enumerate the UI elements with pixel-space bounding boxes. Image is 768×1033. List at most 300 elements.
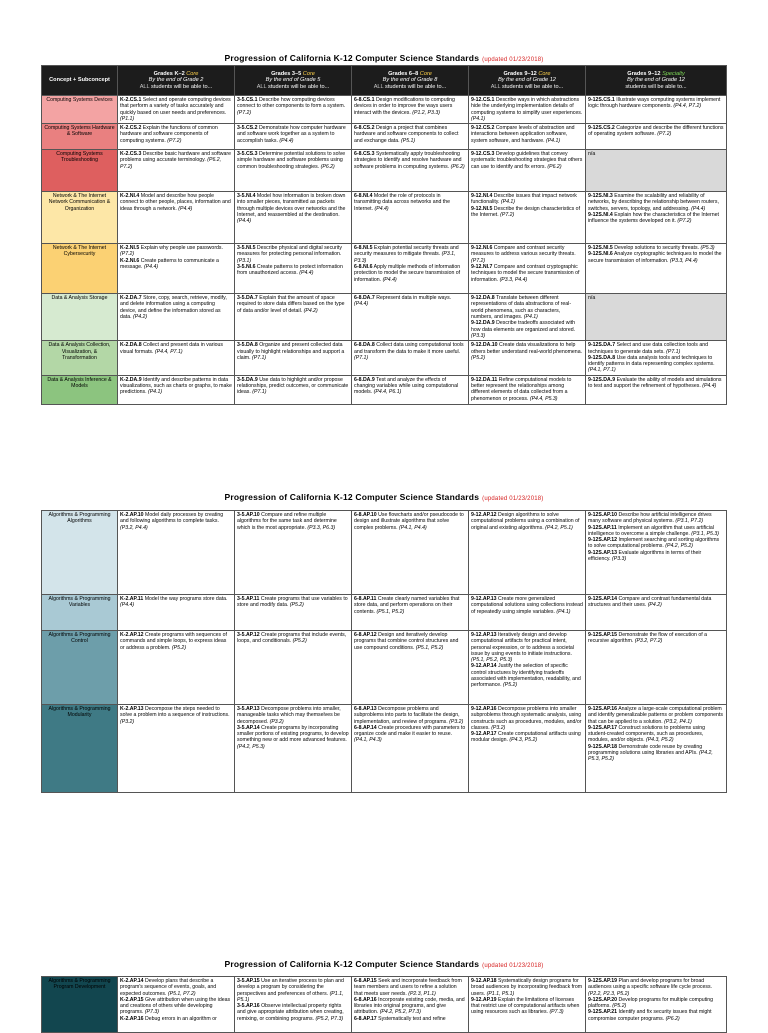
table-row [42, 977, 727, 1033]
standard-code: K-2.AP.11 [120, 596, 144, 602]
concept-cell: Algorithms & Programming Modularity [42, 705, 118, 793]
standard-cell [118, 192, 235, 244]
standard-code: 3-5.DA.8 [237, 342, 258, 349]
standard-code: 9-12.CS.2 [471, 125, 495, 132]
practice-ref: (P4.4) [382, 276, 397, 283]
audience-text: students will be able to... [151, 83, 213, 90]
standard-text: Design a project that combines hardware and software components to collect and exchange data. [354, 125, 459, 144]
practice-ref: (P3.2, P4.4) [120, 524, 148, 531]
standard-code: 9-12.AP.13 [471, 596, 497, 602]
practice-ref: (P5.2) [612, 1003, 627, 1010]
standard-cell [469, 375, 586, 404]
practice-ref: (P7.3) [549, 1009, 564, 1016]
standard-text: Debug errors in an algorithm or [145, 1015, 217, 1022]
practice-ref: (P5.2) [471, 354, 486, 361]
practice-ref: (P6.2) [665, 1015, 680, 1022]
standard-code: 6-8.NI.6 [354, 264, 373, 271]
practice-ref: (P4.4, P6.1) [373, 389, 402, 396]
standard-cell [469, 977, 586, 1033]
practice-ref: (P4.2) [647, 602, 662, 609]
standard-code: 3-5.AP.10 [237, 512, 260, 518]
grade-band-label: Grades K–2 [153, 70, 185, 77]
standard-text: Systematically apply troubleshooting strategies to identify and resolve hardware and software problems in computing systems. [354, 151, 462, 170]
standard-cell [118, 511, 235, 595]
table-row [42, 511, 727, 595]
audience-all: ALL [139, 83, 150, 90]
standard-text: Decompose problems into smaller subproblems through systematic analysis, using constructs such as procedures, modules, and/or classes. [471, 706, 582, 731]
standard-code: 9-12.AP.12 [471, 512, 497, 518]
table-row [42, 244, 727, 294]
practice-ref: (P3.3, P6.3) [307, 524, 336, 531]
na-text: n/a [588, 295, 596, 302]
standard-code: 9-12.AP.14 [471, 663, 497, 670]
standard-code: 9-12S.DA.9 [588, 376, 616, 383]
practice-ref: (P3.2) [449, 718, 464, 725]
standard-cell [469, 705, 586, 793]
practice-ref: (P6.2) [547, 163, 562, 170]
practice-ref: (P4.4) [702, 383, 717, 390]
header-row [42, 66, 727, 96]
standard-cell [586, 511, 727, 595]
standard-cell [118, 977, 235, 1033]
standard-code: 3-5.DA.9 [237, 376, 258, 383]
practice-ref: (P3.2, P4.1) [664, 718, 692, 725]
standard-code: K-2.CS.2 [120, 125, 142, 132]
practice-ref: (P2.2, P2.3, P5.2) [588, 990, 630, 997]
table-row [42, 705, 727, 793]
grade-band-audience [471, 84, 583, 91]
standard-text: Describe tradeoffs associated with how data elements are organized and stored. [471, 320, 576, 333]
standard-code: 3-5.CS.2 [237, 125, 258, 132]
standard-code: 6-8.CS.2 [354, 125, 375, 132]
practice-ref: (P7.2) [167, 137, 182, 144]
standard-code: 9-12S.AP.12 [588, 537, 618, 544]
practice-ref: (P7.2) [500, 212, 515, 219]
standard-cell [469, 96, 586, 124]
standard-code: 9-12S.NI.4 [588, 212, 613, 219]
standard-code: 6-8.DA.9 [354, 376, 375, 383]
standard-code: 9-12S.CS.2 [588, 125, 615, 132]
standard-code: 9-12S.NI.6 [588, 251, 613, 258]
standard-cell [586, 977, 727, 1033]
standard-code: 9-12S.AP.10 [588, 512, 618, 518]
practice-ref: (P4.4) [299, 270, 314, 277]
standard-text: Create programs that use variables to store and modify data. [237, 596, 348, 609]
standard-code: 9-12.AP.13 [471, 632, 497, 638]
practice-ref: (P6.2) [450, 163, 465, 170]
standard-cell [235, 341, 352, 375]
standard-text: Analyze cryptographic techniques to model the secure transmission of information. [588, 251, 722, 264]
standard-cell [118, 631, 235, 705]
concept-cell: Data & Analysis Inference & Models [42, 375, 118, 404]
standard-text: Create patterns to communicate a message. [120, 257, 219, 271]
standard-cell [118, 124, 235, 150]
standard-code: 3-5.NI.5 [237, 245, 256, 252]
practice-ref: (P1.1, P5.1) [486, 990, 515, 997]
standard-text: Organize and present collected data visually to highlight relationships and support a claim. [237, 342, 345, 361]
standard-text: Compare and contrast cryptographic techniques to model the secure transmission of information. [471, 264, 580, 283]
page-title-1: Progression of California K-12 Computer Science Standards (updated 01/23/2018) [224, 53, 544, 63]
table-row [42, 96, 727, 124]
standard-code: K-2.CS.3 [120, 151, 142, 158]
standard-code: 9-12S.DA.8 [588, 354, 616, 361]
standard-code: 9-12S.AP.18 [588, 743, 618, 750]
standard-cell [586, 294, 727, 341]
practice-ref: (P5.2, P7.3) [315, 1015, 344, 1022]
standard-code: 3-5.DA.7 [237, 295, 258, 302]
standards-table-3 [41, 976, 727, 1033]
standard-cell [235, 124, 352, 150]
standard-text: Explain how the characteristics of the Internet influence the systems developed on it. [588, 212, 719, 225]
standard-text: Design and iteratively develop programs that combine control structures and use compound conditions. [354, 632, 459, 651]
standard-text: Create computational artifacts using modular design. [471, 731, 581, 744]
standard-cell [352, 341, 469, 375]
standard-text: Implement searching and sorting algorithms to solve computational problems. [588, 537, 720, 550]
audience-text: students will be able to... [625, 83, 687, 90]
standard-text: Seek and incorporate feedback from team members and users to refine a solution that meets user needs. [354, 978, 462, 997]
practice-ref: (P5.1, P5.2) [376, 608, 405, 615]
concept-cell: Algorithms & Programming Algorithms [42, 511, 118, 595]
table-row [42, 192, 727, 244]
audience-all: ALL [490, 83, 501, 90]
practice-ref: (P7.2) [120, 251, 135, 258]
standard-code: 9-12.DA.11 [471, 376, 498, 383]
standard-code: 9-12.NI.5 [471, 205, 493, 212]
standard-text: Collect data using computational tools and transform the data to make it more useful. [354, 342, 464, 355]
grade-band-tag: Specialty [662, 70, 685, 77]
standard-text: Construct solutions to problems using student-created components, such as procedures, modules, and/or objects. [588, 724, 705, 744]
practice-ref: (P5.2) [171, 644, 187, 651]
practice-ref: (P4.2, P5.2, P7.3) [379, 1009, 421, 1016]
standard-code: 9-12.AP.17 [471, 731, 497, 738]
standard-code: 9-12.DA.8 [471, 295, 495, 302]
standard-code: 3-5.AP.13 [237, 706, 260, 712]
audience-all: ALL [373, 83, 384, 90]
standard-text: Create procedures with parameters to organize code and make it easier to reuse. [354, 724, 466, 738]
standard-code: 3-5.AP.14 [237, 724, 260, 731]
table-row [42, 124, 727, 150]
grade-band-end: By the end of Grade 2 [148, 77, 204, 84]
standard-text: Model the role of protocols in transmitting data across networks and the Internet. [354, 193, 451, 212]
practice-ref: (P7.3) [144, 1009, 159, 1016]
standard-cell [352, 595, 469, 631]
grade-band-tag: Core [186, 70, 199, 77]
standard-code: 6-8.AP.10 [354, 512, 377, 518]
standard-code: 9-12S.NI.3 [588, 193, 613, 200]
standard-cell [235, 294, 352, 341]
standard-code: 9-12S.AP.20 [588, 996, 618, 1003]
standard-text: Identify and describe patterns in data visualizations, such as charts or graphs, to make predictions. [120, 376, 232, 396]
standard-cell [118, 375, 235, 404]
grade-band-audience [120, 84, 232, 91]
standard-code: 9-12.NI.7 [471, 264, 493, 271]
standard-text: Describe basic hardware and software problems using accurate terminology. [120, 151, 232, 164]
standard-cell [586, 150, 727, 192]
grade-band-header [235, 66, 352, 96]
standard-text: Explain that the amount of space required to store data differs based on the type of data and/or level of detail. [237, 295, 345, 314]
standard-cell [118, 96, 235, 124]
practice-ref: (P7.1) [252, 389, 267, 396]
standard-text: Develop programs for multiple computing platforms. [588, 996, 714, 1010]
table-row [42, 341, 727, 375]
practice-ref: (P3.3) [612, 556, 627, 563]
standard-code: K-2.AP.12 [120, 632, 144, 638]
standard-code: 9-12.AP.18 [471, 978, 497, 984]
grade-band-audience [588, 84, 724, 91]
table-row [42, 150, 727, 192]
standard-cell [352, 124, 469, 150]
standard-cell [586, 595, 727, 631]
practice-ref: (P4.1, P7.1) [588, 367, 616, 374]
grade-band-label: Grades 9–12 [503, 70, 537, 77]
standard-cell [235, 705, 352, 793]
grade-band-end: By the end of Grade 5 [265, 77, 321, 84]
standard-cell [586, 705, 727, 793]
standard-cell [469, 192, 586, 244]
standard-cell [352, 631, 469, 705]
grade-band-line [271, 71, 315, 77]
page-title-3: Progression of California K-12 Computer Science Standards (updated 01/23/2018) [224, 959, 544, 969]
grade-band-label: Grades 6–8 [388, 70, 419, 77]
standard-text: Compare levels of abstraction and interactions between application software, system software, and hardware. [471, 125, 575, 144]
table-row [42, 595, 727, 631]
concept-cell: Network & The Internet Network Communication & Organization [42, 192, 118, 244]
grade-band-label: Grades 3–5 [271, 70, 302, 77]
standard-cell [469, 150, 586, 192]
standard-text: Systematically design programs for broad audiences by incorporating feedback from users. [471, 978, 583, 997]
standard-text: Describe the design characteristics of the Internet. [471, 205, 581, 219]
standard-text: Justify the selection of specific control structures by identifying tradeoffs associated with implementation, readability, and performance. [471, 663, 581, 689]
practice-ref: (P1.2, P3.3) [412, 109, 440, 116]
practice-ref: (P4.2, P5.1) [545, 524, 573, 531]
practice-ref: (P5.1, P7.2) [167, 990, 196, 997]
concept-cell: Computing Systems Devices [42, 96, 118, 124]
practice-ref: (P4.4) [120, 602, 135, 609]
standard-text: Observe intellectual property rights and give appropriate attribution when creating, remixing, or combining programs. [237, 1003, 344, 1022]
practice-ref: (P5.2) [289, 602, 304, 609]
standard-code: 6-8.NI.5 [354, 245, 373, 252]
standard-cell [235, 631, 352, 705]
standard-cell [235, 96, 352, 124]
standard-code: K-2.AP.13 [120, 706, 144, 712]
concept-cell: Algorithms & Programming Control [42, 631, 118, 705]
practice-ref: (P3.1, P5.3) [691, 530, 719, 537]
standard-code: 9-12S.AP.17 [588, 724, 618, 731]
standard-text: Test and analyze the effects of changing variables while using computational models. [354, 376, 459, 396]
standard-text: Use flowcharts and/or pseudocode to design and illustrate algorithms that solve complex problems. [354, 512, 464, 531]
practice-ref: (P4.2, P5.3) [237, 743, 265, 750]
standard-text: Incorporate existing code, media, and libraries into original programs, and give attribution. [354, 996, 465, 1016]
standard-text: Demonstrate the flow of execution of a recursive algorithm. [588, 632, 708, 645]
standard-code: K-2.DA.7 [120, 295, 142, 302]
standard-text: Use an iterative process to plan and develop a program by considering the perspectives and preferences of others. [237, 978, 344, 997]
standard-cell [352, 705, 469, 793]
practice-ref: (P3.2, P7.2) [634, 638, 663, 645]
audience-text: students will be able to... [502, 83, 564, 90]
standard-cell [469, 595, 586, 631]
standard-cell [586, 124, 727, 150]
table-row [42, 375, 727, 404]
practice-ref: (P4.2) [133, 314, 148, 321]
standard-text: Apply multiple methods of information protection to model the secure transmission of information. [354, 264, 461, 283]
practice-ref: (P1.1, P5.1) [237, 990, 344, 1003]
practice-ref: (P5.1, P5.2, P5.3) [471, 657, 513, 664]
standard-text: Explain the functions of common hardware and software components of computing systems. [120, 125, 218, 144]
grade-band-tag: Core [302, 70, 315, 77]
standard-text: Model and describe how people connect to other people, places, information and ideas through a network. [120, 193, 231, 212]
practice-ref: (P4.1) [523, 314, 538, 321]
standard-code: 6-8.NI.4 [354, 193, 373, 200]
concept-cell: Data & Analysis Collection, Visualization, & Transformation [42, 341, 118, 375]
standard-code: K-2.DA.8 [120, 342, 142, 349]
standard-text: Collect and present data in various visual formats. [120, 342, 223, 355]
standard-cell [352, 294, 469, 341]
page-title-2: Progression of California K-12 Computer Science Standards (updated 01/23/2018) [224, 492, 544, 502]
standard-code: 6-8.AP.13 [354, 706, 377, 712]
standard-text: Use data analysis tools and techniques to identify patterns in data representing complex systems. [588, 354, 715, 368]
standard-text: Decompose the steps needed to solve a problem into a sequence of instructions. [120, 706, 230, 719]
standard-text: Give attribution when using the ideas and creations of others while developing programs. [120, 996, 231, 1016]
practice-ref: (P3.2) [269, 718, 284, 725]
standard-text: Iteratively design and develop computational artifacts for practical intent, personal expression, or to address a societal issue by using events to initiate instructions. [471, 632, 574, 657]
standard-code: 6-8.DA.7 [354, 295, 375, 302]
grade-band-audience [237, 84, 349, 91]
standard-cell [118, 150, 235, 192]
practice-ref: (P3.3) [471, 332, 486, 339]
practice-ref: (P4.2, P5.2) [665, 543, 693, 550]
standard-cell [118, 705, 235, 793]
standard-cell [118, 595, 235, 631]
standard-text: Compare and contrast fundamental data structures and their uses. [588, 596, 712, 609]
practice-ref: (P4.4) [178, 205, 193, 212]
standard-cell [352, 977, 469, 1033]
practice-ref: (P4.4) [279, 137, 294, 144]
standard-code: 6-8.AP.11 [354, 596, 377, 602]
standard-text: Compare and contrast security measures to address various security threats. [471, 245, 576, 258]
standard-code: 3-5.NI.4 [237, 193, 256, 200]
standards-table-1 [41, 65, 727, 405]
standard-cell [469, 341, 586, 375]
practice-ref: (P4.4) [354, 301, 369, 308]
standard-cell [235, 192, 352, 244]
standard-text: Evaluate the ability of models and simulations to test and support the refinement of hypotheses. [588, 376, 722, 390]
practice-ref: (P4.1) [471, 115, 486, 122]
standard-code: K-2.AP.15 [120, 996, 144, 1003]
standard-text: Decompose problems and subproblems into parts to facilitate the design, implementation, and review of programs. [354, 706, 460, 725]
practice-ref: (P4.4) [143, 264, 159, 271]
standard-text: Demonstrate code reuse by creating programming solutions using libraries and APIs. [588, 743, 703, 757]
practice-ref: (P7.2) [657, 131, 672, 138]
standard-code: 6-8.AP.17 [354, 1015, 377, 1022]
standard-text: Plan and develop programs for broad audiences using a specific software life cycle process. [588, 978, 712, 991]
standard-cell [235, 375, 352, 404]
concept-cell: Algorithms & Programming Variables [42, 595, 118, 631]
standard-code: 3-5.NI.6 [237, 264, 256, 271]
standard-text: Create more generalized computational solutions using collections instead of repeatedly using simple variables. [471, 596, 583, 615]
standard-code: 9-12S.AP.16 [588, 706, 618, 712]
standard-text: Develop guidelines that convey systematic troubleshooting strategies that others can use to identify and fix errors. [471, 151, 583, 170]
practice-ref: (P3.1) [237, 257, 252, 264]
standard-code: 3-5.AP.16 [237, 1003, 260, 1010]
practice-ref: (P5.2) [503, 682, 518, 689]
concept-header: Concept + Subconcept [42, 66, 118, 96]
standards-table-2 [41, 510, 727, 793]
practice-ref: (P7.1) [252, 354, 267, 361]
grade-band-end: By the end of Grade 8 [382, 77, 438, 84]
standard-text: Create data visualizations to help others better understand real-world phenomena. [471, 342, 583, 355]
standard-cell [586, 631, 727, 705]
practice-ref: (P4.4) [374, 205, 389, 212]
standard-text: Use data to highlight and/or propose relationships, predict outcomes, or communicate ideas. [237, 376, 349, 396]
practice-ref: (P4.1) [556, 608, 571, 615]
standard-cell [352, 511, 469, 595]
practice-ref: (P4.4, P7.1) [154, 348, 183, 355]
concept-cell: Network & The Internet Cybersecurity [42, 244, 118, 294]
na-text: n/a [588, 151, 596, 158]
standard-cell [118, 294, 235, 341]
standard-cell [352, 150, 469, 192]
practice-ref: (P5.1) [401, 137, 416, 144]
standard-code: 3-5.AP.11 [237, 596, 260, 602]
standard-code: 9-12.AP.19 [471, 996, 497, 1003]
standard-text: Model daily processes by creating and following algorithms to complete tasks. [120, 512, 224, 525]
standard-text: Compare and refine multiple algorithms for the same task and determine which is the most appropriate. [237, 512, 337, 531]
standard-text: Describe issues that impact network functionality. [471, 193, 577, 206]
standard-text: Decompose problems into smaller, manageable tasks which may themselves be decomposed. [237, 706, 341, 725]
standard-cell [586, 244, 727, 294]
standard-cell [469, 244, 586, 294]
standard-text: Design modifications to computing devices in order to improve the ways users interact with the devices. [354, 97, 455, 116]
standard-text: Develop plans that describe a program's sequence of events, goals, and expected outcomes. [120, 978, 217, 997]
standard-code: K-2.AP.10 [120, 512, 144, 518]
standard-text: Illustrate ways computing systems implement logic through hardware components. [588, 97, 721, 110]
standard-code: 6-8.DA.8 [354, 342, 375, 349]
practice-ref: (P5.2) [292, 638, 307, 645]
standard-text: Explain why people use passwords. [140, 245, 223, 252]
practice-ref: (P5.3) [700, 245, 715, 252]
concept-cell: Algorithms & Programming Program Development [42, 977, 118, 1033]
standard-code: 9-12S.AP.14 [588, 596, 618, 602]
practice-ref: (P3.1, P7.2) [675, 518, 704, 525]
practice-ref: (P4.4) [691, 205, 706, 212]
standard-code: 9-12.NI.4 [471, 193, 493, 200]
practice-ref: (P3.2) [120, 718, 135, 725]
audience-text: students will be able to... [385, 83, 447, 90]
practice-ref: (P4.2, P5.3, P5.2) [588, 750, 713, 763]
standard-cell [469, 294, 586, 341]
practice-ref: (P7.2) [471, 257, 486, 264]
standard-text: Describe how artificial intelligence drives many software and physical systems. [588, 512, 712, 525]
practice-ref: (P4.1) [545, 137, 561, 144]
practice-ref: (P3.3, P4.4) [499, 276, 528, 283]
audience-text: students will be able to... [268, 83, 330, 90]
standard-text: Describe ways in which abstractions hide the underlying implementation details of computing systems to simplify user experiences. [471, 97, 583, 116]
standard-text: Explain potential security threats and security measures to mitigate threats. [354, 245, 459, 258]
standard-code: K-2.AP.16 [120, 1015, 144, 1022]
standard-text: Demonstrate how computer hardware and software work together as a system to accomplish tasks. [237, 125, 346, 144]
standard-cell [235, 244, 352, 294]
standard-cell [118, 341, 235, 375]
grade-band-end: By the end of Grade 12 [627, 77, 685, 84]
standard-text: Develop solutions to security threats. [614, 245, 700, 252]
standard-text: Select and use data collection tools and techniques to generate data sets. [588, 342, 708, 355]
standard-text: Evaluate algorithms in terms of their efficiency. [588, 549, 702, 563]
grade-band-header [118, 66, 235, 96]
practice-ref: (P1.1) [120, 115, 135, 122]
standard-code: 9-12.CS.3 [471, 151, 495, 158]
standard-code: K-2.NI.6 [120, 257, 140, 264]
standard-code: 6-8.AP.16 [354, 996, 377, 1003]
